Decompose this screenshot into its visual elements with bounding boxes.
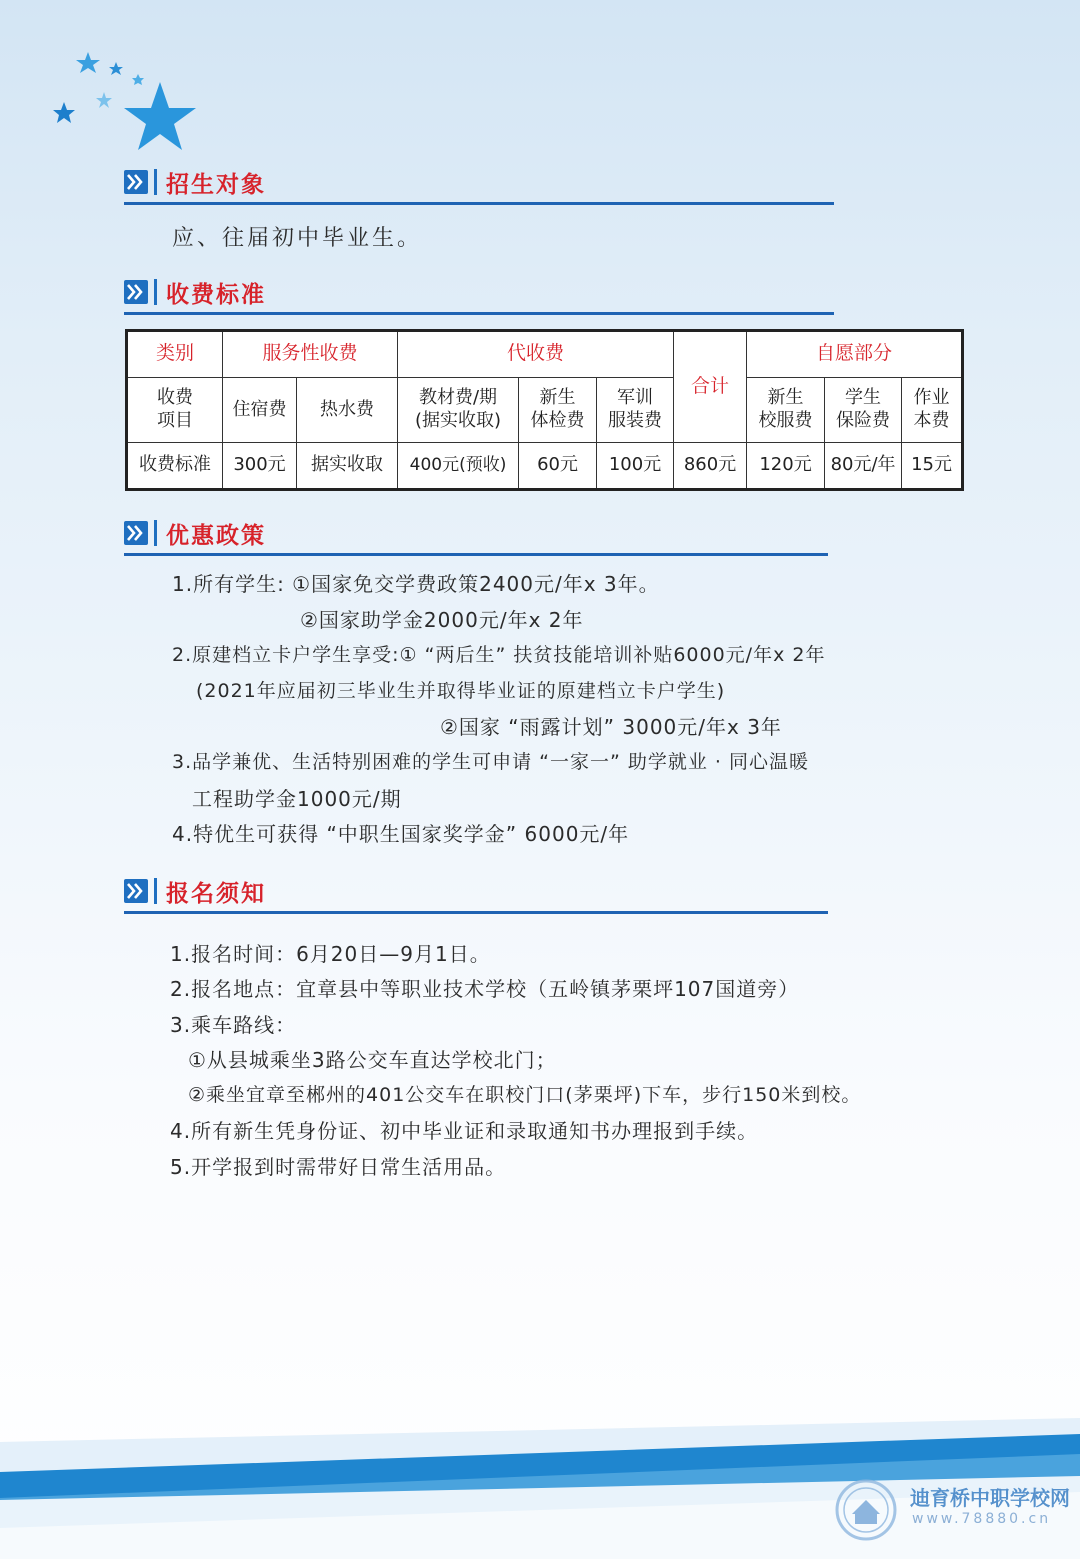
- header-collect: 代收费: [398, 331, 674, 378]
- policy-line: 4.特优生可获得 “中职生国家奖学金” 6000元/年: [172, 822, 630, 846]
- table-cell: 学生 保险费: [825, 377, 902, 443]
- header-bar: [154, 169, 157, 195]
- header-bar: [154, 520, 157, 546]
- header-service: 服务性收费: [223, 331, 398, 378]
- small-star-icon: [53, 102, 75, 123]
- double-chevron-icon: [124, 280, 148, 304]
- table-cell: 860元: [674, 443, 747, 490]
- target-text: 应、往届初中毕业生。: [172, 226, 423, 251]
- table-cell: 作业 本费: [902, 377, 963, 443]
- table-cell: 80元/年: [825, 443, 902, 490]
- section-underline: [124, 312, 834, 315]
- table-cell: 据实收取: [297, 443, 398, 490]
- table-cell: 军训 服装费: [597, 377, 674, 443]
- table-cell: 120元: [747, 443, 825, 490]
- table-cell: 热水费: [297, 377, 398, 443]
- row-label-standard: 收费标准: [127, 443, 223, 490]
- header-category: 类别: [127, 331, 223, 378]
- watermark-site-name: 迪育桥中职学校网: [910, 1486, 1070, 1510]
- section-title-policy: 优惠政策: [166, 523, 266, 549]
- header-bar: [154, 878, 157, 904]
- table-cell: 住宿费: [223, 377, 297, 443]
- notice-line: 4.所有新生凭身份证、初中毕业证和录取通知书办理报到手续。: [170, 1119, 759, 1143]
- row-label-items: 收费 项目: [127, 377, 223, 443]
- small-star-icon: [132, 74, 144, 85]
- table-cell: 60元: [519, 443, 597, 490]
- section-title-notice: 报名须知: [166, 881, 266, 907]
- small-star-icon: [109, 62, 123, 75]
- bottom-wave-decoration: [0, 1380, 1080, 1559]
- large-star-icon: [124, 82, 196, 150]
- policy-line: 3.品学兼优、生活特别困难的学生可申请 “一家一” 助学就业 · 同心温暖: [172, 751, 810, 773]
- school-logo-icon: [834, 1478, 898, 1542]
- notice-line: 3.乘车路线：: [170, 1013, 297, 1037]
- table-cell: 400元(预收): [398, 443, 519, 490]
- section-title-target: 招生对象: [166, 172, 266, 198]
- policy-line: 工程助学金1000元/期: [192, 787, 402, 811]
- double-chevron-icon: [124, 879, 148, 903]
- header-voluntary: 自愿部分: [747, 331, 963, 378]
- table-cell: 新生 校服费: [747, 377, 825, 443]
- table-cell: 教材费/期 (据实收取): [398, 377, 519, 443]
- table-header-row: [127, 331, 963, 378]
- notice-line: 2.报名地点：宜章县中等职业技术学校（五岭镇茅栗坪107国道旁）: [170, 977, 800, 1001]
- watermark-url: www.78880.cn: [912, 1511, 1052, 1527]
- table-cell: 100元: [597, 443, 674, 490]
- policy-line: 2.原建档立卡户学生享受:① “两后生” 扶贫技能培训补贴6000元/年x 2年: [172, 644, 826, 666]
- section-underline: [124, 911, 828, 914]
- small-star-icon: [96, 92, 112, 108]
- section-underline: [124, 553, 828, 556]
- table-cell: 15元: [902, 443, 963, 490]
- policy-line: ②国家 “雨露计划” 3000元/年x 3年: [440, 715, 782, 739]
- table-row-standard: [127, 443, 963, 490]
- notice-line: ①从县城乘坐3路公交车直达学校北门；: [188, 1048, 557, 1072]
- table-row-items: [127, 377, 963, 443]
- header-total: 合计: [674, 331, 747, 443]
- section-title-fees: 收费标准: [166, 282, 266, 308]
- fee-table: [125, 329, 964, 491]
- notice-line: 5.开学报到时需带好日常生活用品。: [170, 1155, 507, 1179]
- policy-line: (2021年应届初三毕业生并取得毕业证的原建档立卡户学生): [196, 680, 726, 702]
- double-chevron-icon: [124, 170, 148, 194]
- policy-line: ②国家助学金2000元/年x 2年: [300, 608, 584, 632]
- section-underline: [124, 202, 834, 205]
- notice-line: ②乘坐宜章至郴州的401公交车在职校门口(茅栗坪)下车，步行150米到校。: [188, 1084, 862, 1106]
- header-bar: [154, 279, 157, 305]
- small-star-icon: [76, 52, 100, 73]
- table-cell: 300元: [223, 443, 297, 490]
- double-chevron-icon: [124, 521, 148, 545]
- table-cell: 新生 体检费: [519, 377, 597, 443]
- policy-line: 1.所有学生: ①国家免交学费政策2400元/年x 3年。: [172, 572, 660, 596]
- stars-decoration: [40, 40, 220, 170]
- notice-line: 1.报名时间：6月20日—9月1日。: [170, 942, 491, 966]
